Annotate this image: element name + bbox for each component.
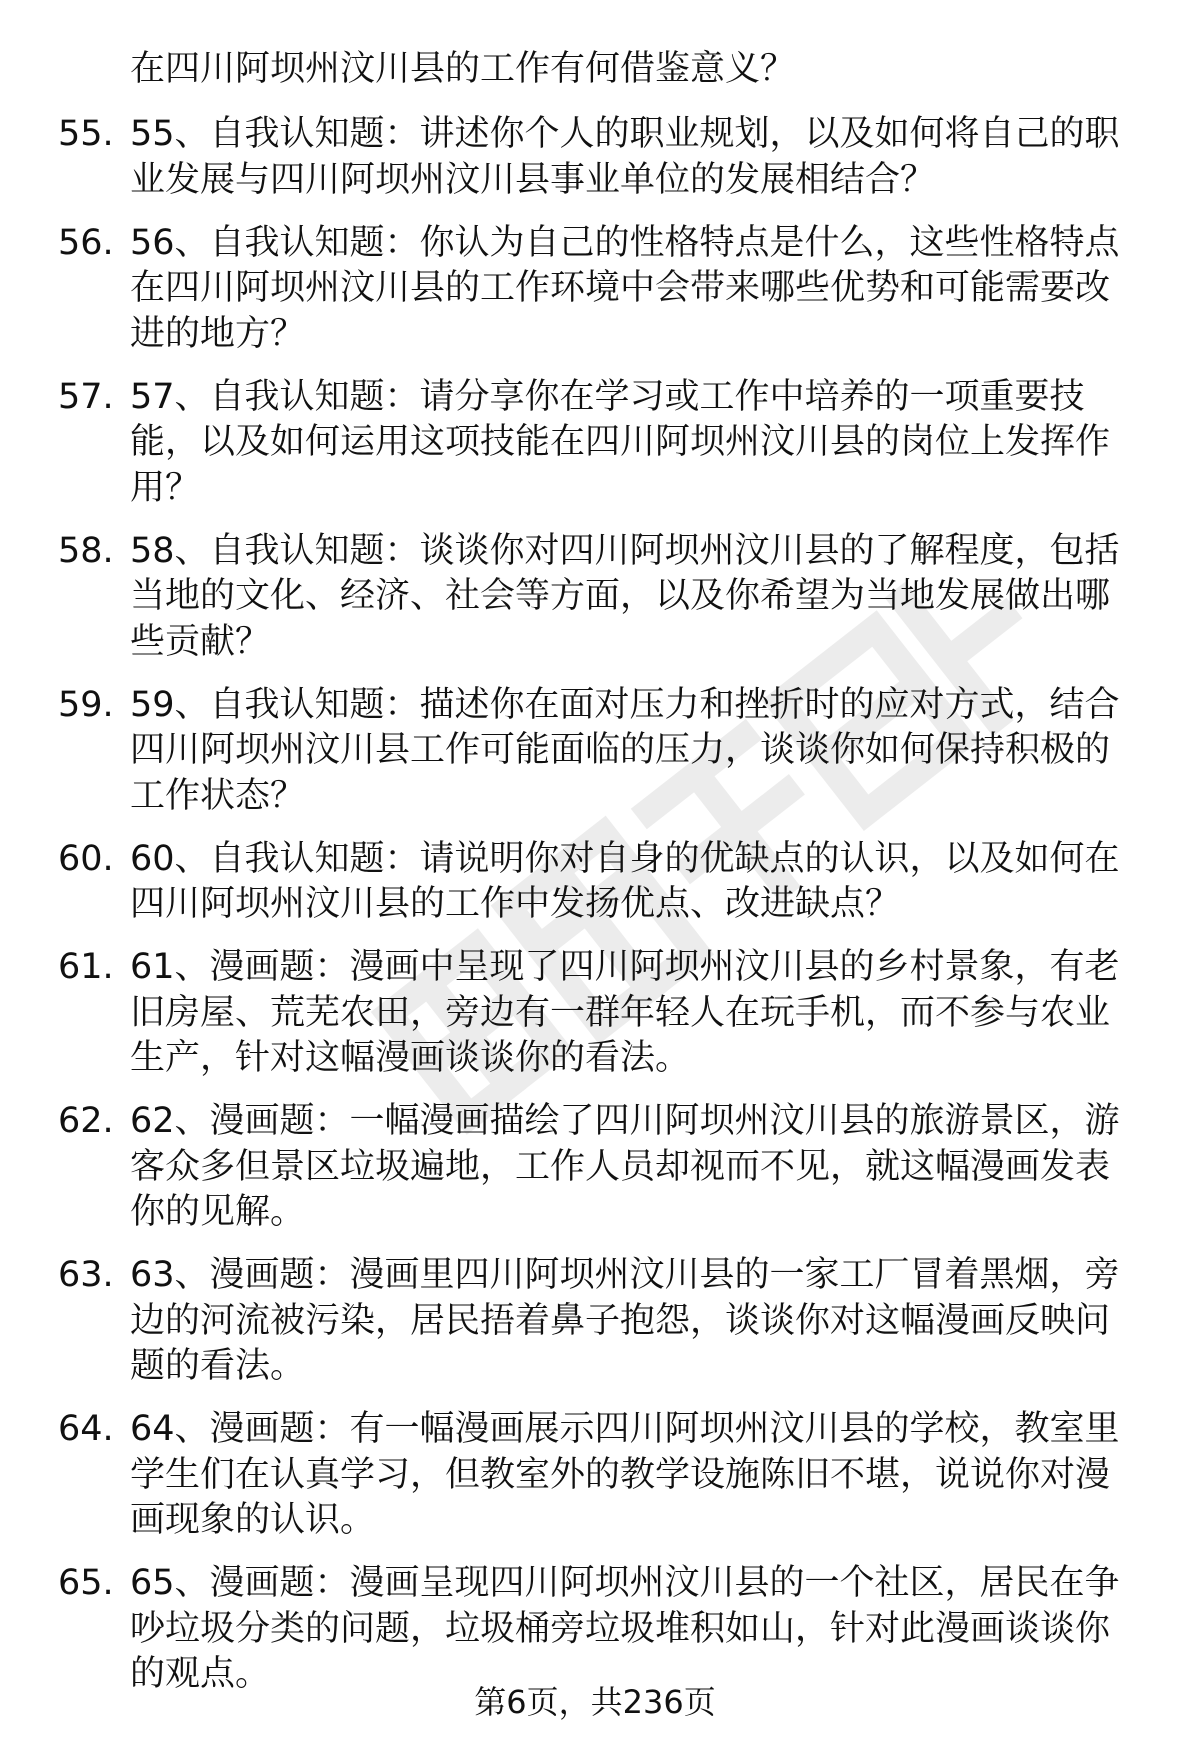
list-item: [0, 1099, 1190, 1236]
list-item: [0, 945, 1190, 1082]
question-number: 58.: [58, 530, 114, 571]
list-item: [0, 221, 1190, 358]
list-item: [0, 1407, 1190, 1544]
question-list: [0, 112, 1190, 1715]
question-text: 58、自我认知题：谈谈你对四川阿坝州汶川县的了解程度，包括当地的文化、经济、社会等方面，以及你希望为当地发展做出哪些贡献？: [130, 530, 1120, 662]
question-number: 60.: [58, 838, 114, 879]
question-number: 56.: [58, 222, 114, 263]
question-text: 56、自我认知题：你认为自己的性格特点是什么，这些性格特点在四川阿坝州汶川县的工作环境中会带来哪些优势和可能需要改进的地方？: [130, 222, 1120, 354]
list-item: [0, 1561, 1190, 1698]
list-item: [0, 683, 1190, 820]
list-item: [0, 837, 1190, 928]
list-item: [0, 112, 1190, 203]
list-item: [0, 375, 1190, 512]
question-text: 60、自我认知题：请说明你对自身的优缺点的认识，以及如何在四川阿坝州汶川县的工作中发扬优点、改进缺点？: [130, 838, 1120, 924]
page-footer: 第6页，共236页: [474, 1683, 716, 1721]
question-number: 63.: [58, 1255, 114, 1295]
question-text: 57、自我认知题：请分享你在学习或工作中培养的一项重要技能，以及如何运用这项技能在四川阿坝州汶川县的岗位上发挥作用？: [130, 376, 1111, 508]
continuation-text: 在四川阿坝州汶川县的工作有何借鉴意义？: [130, 49, 796, 89]
question-number: 57.: [58, 376, 114, 417]
question-text: 61、漫画题：漫画中呈现了四川阿坝州汶川县的乡村景象，有老旧房屋、荒芜农田，旁边有一群年轻人在玩手机，而不参与农业生产，针对这幅漫画谈谈你的看法。: [130, 947, 1120, 1078]
question-number: 64.: [58, 1409, 114, 1449]
question-text: 59、自我认知题：描述你在面对压力和挫折时的应对方式，结合四川阿坝州汶川县工作可能面临的压力，谈谈你如何保持积极的工作状态？: [130, 684, 1120, 816]
list-item: [0, 1253, 1190, 1390]
question-text: 62、漫画题：一幅漫画描绘了四川阿坝州汶川县的旅游景区，游客众多但景区垃圾遍地，工作人员却视而不见，就这幅漫画发表你的见解。: [130, 1101, 1120, 1232]
question-number: 62.: [58, 1101, 114, 1141]
question-text: 63、漫画题：漫画里四川阿坝州汶川县的一家工厂冒着黑烟，旁边的河流被污染，居民捂着鼻子抱怨，谈谈你对这幅漫画反映问题的看法。: [130, 1255, 1120, 1386]
question-text: 65、漫画题：漫画呈现四川阿坝州汶川县的一个社区，居民在争吵垃圾分类的问题，垃圾桶旁垃圾堆积如山，针对此漫画谈谈你的观点。: [130, 1563, 1120, 1694]
question-text: 64、漫画题：有一幅漫画展示四川阿坝州汶川县的学校，教室里学生们在认真学习，但教室外的教学设施陈旧不堪，说说你对漫画现象的认识。: [130, 1409, 1120, 1540]
question-number: 61.: [58, 947, 114, 987]
list-item: [0, 529, 1190, 666]
question-number: 55.: [58, 114, 114, 154]
question-number: 59.: [58, 684, 114, 725]
question-text: 55、自我认知题：讲述你个人的职业规划，以及如何将自己的职业发展与四川阿坝州汶川县事业单位的发展相结合？: [130, 114, 1120, 200]
question-number: 65.: [58, 1563, 114, 1603]
